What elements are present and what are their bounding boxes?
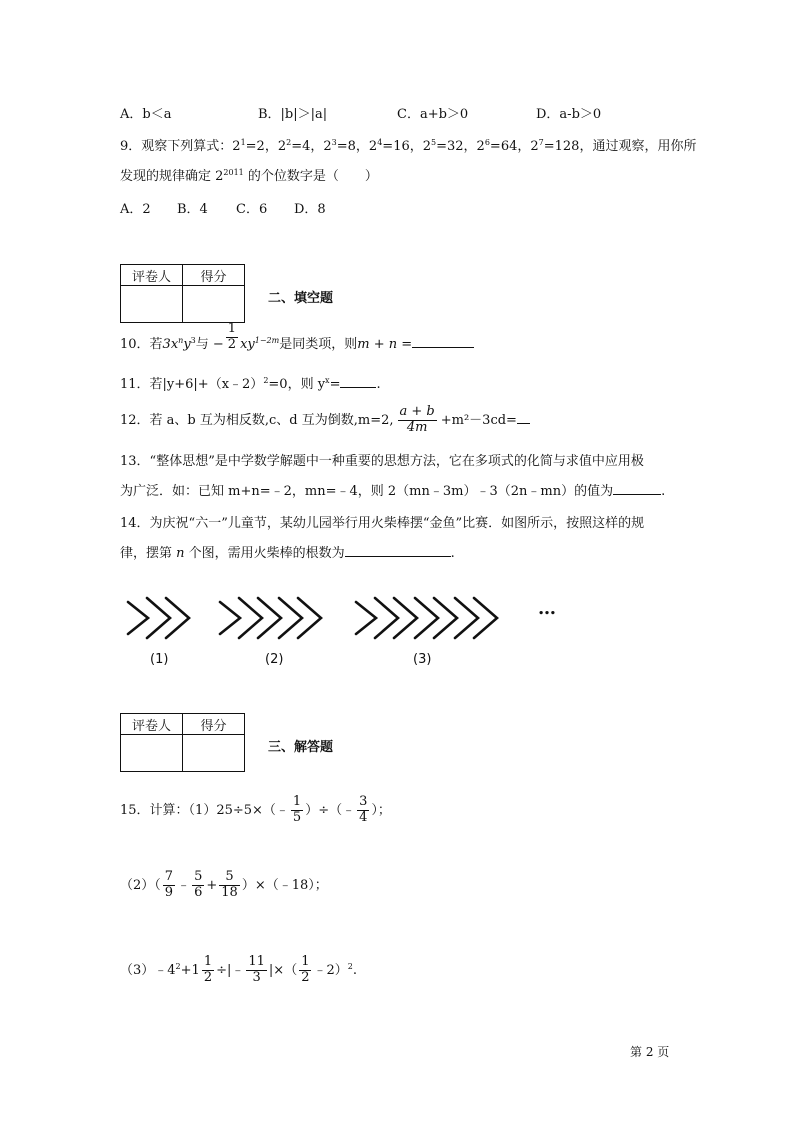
q9-line2: 发现的规律确定 $2^{2011}$ 的个位数字是（ ） [120,168,378,184]
q9-option-c: C．6 [236,202,268,217]
q15-part1: 15．计算：（1）25÷5×（﹣ $\frac{1}{5}$ ）÷（﹣ $\frac{3}{4}$ ）； [120,794,391,825]
q14-answer-blank[interactable] [345,545,451,557]
q9-term-5: $2^5=32$， [422,138,477,154]
score-label: 得分 [183,714,245,735]
grader-table-answer [120,713,245,772]
q11: 11．若|y+6|+（x﹣2）$^2$=0，则 $y^x=$ . [120,376,381,392]
q10-fraction: $\frac{1}{2}$ [227,321,237,352]
grader-cell[interactable] [121,286,183,323]
figure-label-3: (3) [413,652,432,667]
section-answer-title: 三、解答题 [268,740,334,755]
q9-term-2: $2^2=4$， [277,138,324,154]
q10: 10．若$3x^ny^3$与 − $\frac{1}{2}$ $xy^{1-2m}$是同类项，则m + n = [120,333,474,353]
q10-answer-blank[interactable] [412,336,474,348]
q12-answer-blank[interactable] [517,412,530,424]
q8-option-c: C．a+b＞0 [397,107,469,122]
score-cell[interactable] [183,735,245,772]
q14-line1: 14．为庆祝“六一”儿童节，某幼儿园举行用火柴棒摆“金鱼”比赛．如图所示，按照这样的规 [120,516,645,531]
q8-option-a: A．b＜a [120,107,172,122]
score-cell[interactable] [183,286,245,323]
q13-line1: 13．“整体思想”是中学数学解题中一种重要的思想方法，它在多项式的化简与求值中应用极 [120,454,644,469]
figure-label-2: (2) [265,652,284,667]
matchstick-goldfish-figure [0,590,794,670]
figure-ellipsis: … [538,598,556,619]
grader-table-fill [120,264,245,323]
q15-part3: $(3)﹣4^2+1$ $\frac{1}{2}$ ÷|﹣ $\frac{11}{3}$ |×（ $\frac{1}{2}$ ﹣2）$^2$. [120,954,357,985]
q13-answer-blank[interactable] [613,483,661,495]
q9-option-d: D．8 [294,202,326,217]
q11-answer-blank[interactable] [340,376,376,388]
q8-option-b: B．|b|＞|a| [258,107,328,122]
q15-part2: （2）（ $\frac{7}{9}$ ﹣ $\frac{5}{6}$ + $\frac{5}{18}$ ）×（﹣18）； [120,869,328,900]
section-fill-in-title: 二、填空题 [268,291,334,306]
figure-1-shape [128,598,189,638]
score-label: 得分 [183,265,245,286]
q9-term-6: $2^6=64$， [476,138,531,154]
page-number: 第 2 页 [630,1045,670,1059]
grader-label: 评卷人 [121,265,183,286]
q9-term-1: $2^1=2$， [232,138,278,154]
grader-cell[interactable] [121,735,183,772]
q12: 12．若 a、b 互为相反数,c、d 互为倒数,m=2, $\frac{a + b}{4m}$ +m²－3cd= [120,405,530,436]
q9-option-b: B．4 [177,202,208,217]
q8-option-d: D．a-b＞0 [536,107,602,122]
q12-fraction: $\frac{a + b}{4m}$ [399,404,435,435]
q14-line2: 律，摆第 n 个图，需用火柴棒的根数为 . [120,546,455,561]
q9-line1: 9．观察下列算式：$2^1=2$，$2^2=4$，$2^3=8$，$2^4=16$，$2^5=32$，$2^6=64$，$2^7=128$，通过观察，用你所 [120,138,697,154]
q13-line2: 为广泛．如：已知 m+n=﹣2，mn=﹣4，则 2（mn﹣3m）﹣3（2n﹣mn）的值为 . [120,484,666,499]
grader-label: 评卷人 [121,714,183,735]
q9-term-4: $2^4=16$， [368,138,423,154]
figure-2-shape [220,598,321,638]
q9-option-a: A．2 [120,202,151,217]
q9-term-3: $2^3=8$， [323,138,369,154]
q9-term-7: $2^7=128$， [530,138,593,154]
figure-label-1: (1) [150,652,169,667]
figure-3-shape [356,598,497,638]
